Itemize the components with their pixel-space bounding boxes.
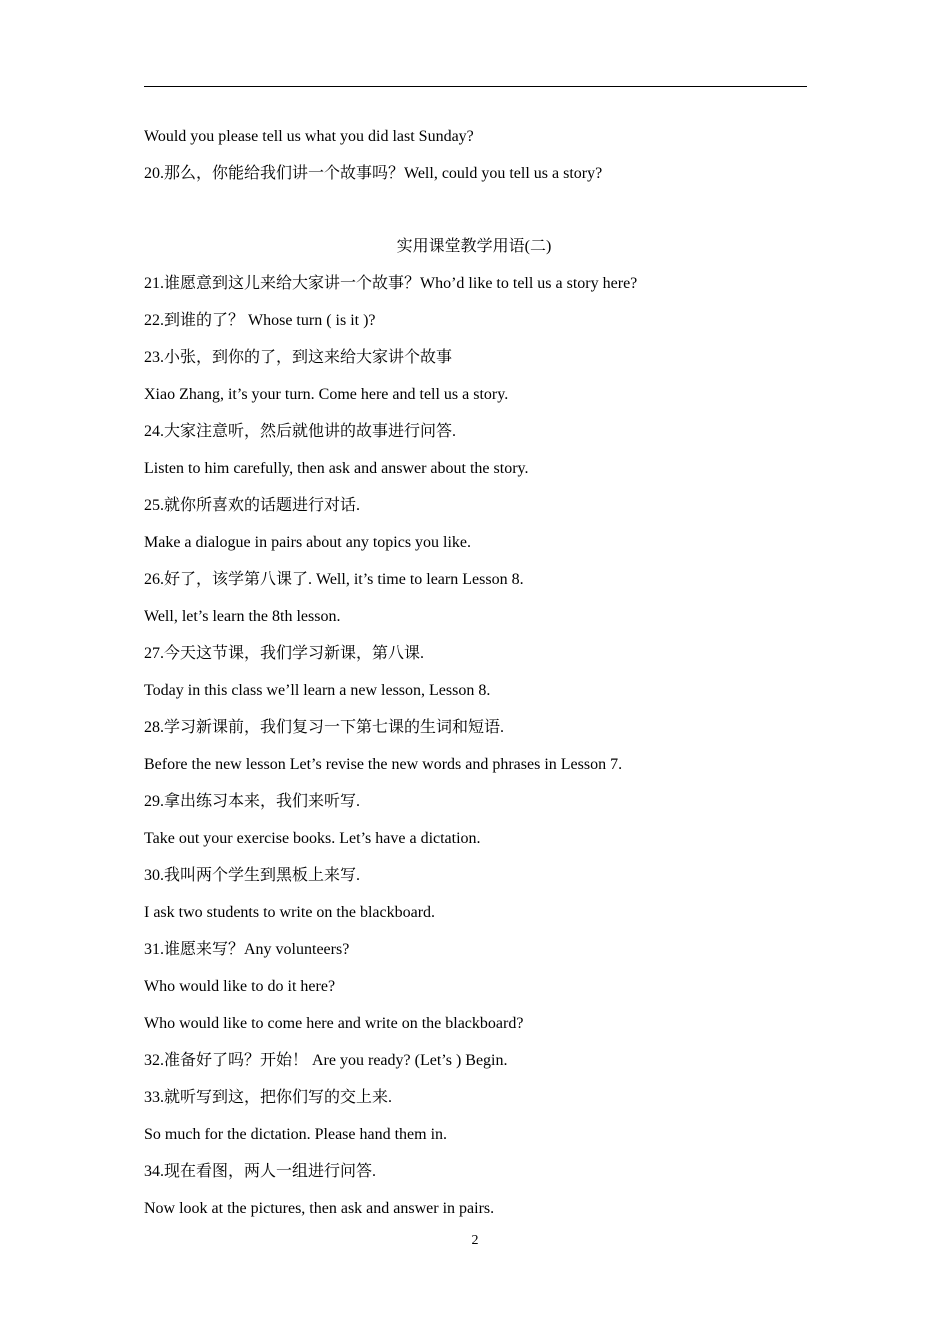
text-line: 34.现在看图，两人一组进行问答. bbox=[144, 1163, 377, 1180]
text-line: So much for the dictation. Please hand them in. bbox=[144, 1126, 448, 1143]
text-line: Make a dialogue in pairs about any topics you like. bbox=[144, 534, 472, 551]
text-line: Would you please tell us what you did last Sunday? bbox=[144, 128, 474, 145]
text-line: 20.那么，你能给我们讲一个故事吗？Well, could you tell us a story? bbox=[144, 165, 603, 182]
document-body bbox=[144, 124, 807, 1233]
text-line: Who would like to do it here? bbox=[144, 978, 336, 995]
text-line: Now look at the pictures, then ask and answer in pairs. bbox=[144, 1200, 495, 1217]
text-line: 22.到谁的了？ Whose turn ( is it )? bbox=[144, 312, 376, 329]
text-line: Before the new lesson Let’s revise the new words and phrases in Lesson 7. bbox=[144, 756, 623, 773]
text-line: Xiao Zhang, it’s your turn. Come here and tell us a story. bbox=[144, 386, 509, 403]
text-line: 26.好了，该学第八课了. Well, it’s time to learn Lesson 8. bbox=[144, 571, 524, 588]
text-line: Who would like to come here and write on the blackboard? bbox=[144, 1015, 524, 1032]
blank-line bbox=[144, 198, 807, 234]
text-line: 28.学习新课前，我们复习一下第七课的生词和短语. bbox=[144, 719, 505, 736]
text-line: 21.谁愿意到这儿来给大家讲一个故事？Who’d like to tell us a story here? bbox=[144, 275, 638, 292]
section-title: 实用课堂教学用语(二) bbox=[396, 238, 552, 255]
text-line: 31.谁愿来写？Any volunteers? bbox=[144, 941, 350, 958]
header-rule bbox=[144, 86, 807, 87]
text-line: Well, let’s learn the 8th lesson. bbox=[144, 608, 341, 625]
text-line: Today in this class we’ll learn a new lesson, Lesson 8. bbox=[144, 682, 491, 699]
text-line: I ask two students to write on the blackboard. bbox=[144, 904, 436, 921]
text-line: 29.拿出练习本来，我们来听写. bbox=[144, 793, 361, 810]
text-line: 33.就听写到这，把你们写的交上来. bbox=[144, 1089, 393, 1106]
text-line: 32.准备好了吗？开始！ Are you ready? (Let’s ) Begin. bbox=[144, 1052, 508, 1069]
text-line: 25.就你所喜欢的话题进行对话. bbox=[144, 497, 361, 514]
text-line: 24.大家注意听，然后就他讲的故事进行问答. bbox=[144, 423, 457, 440]
text-line: 27.今天这节课，我们学习新课，第八课. bbox=[144, 645, 425, 662]
text-line: 30.我叫两个学生到黑板上来写. bbox=[144, 867, 361, 884]
text-line: Listen to him carefully, then ask and answer about the story. bbox=[144, 460, 529, 477]
text-line: 23.小张，到你的了，到这来给大家讲个故事 bbox=[144, 349, 453, 366]
text-line: Take out your exercise books. Let’s have a dictation. bbox=[144, 830, 481, 847]
page-number: 2 bbox=[471, 1233, 479, 1248]
